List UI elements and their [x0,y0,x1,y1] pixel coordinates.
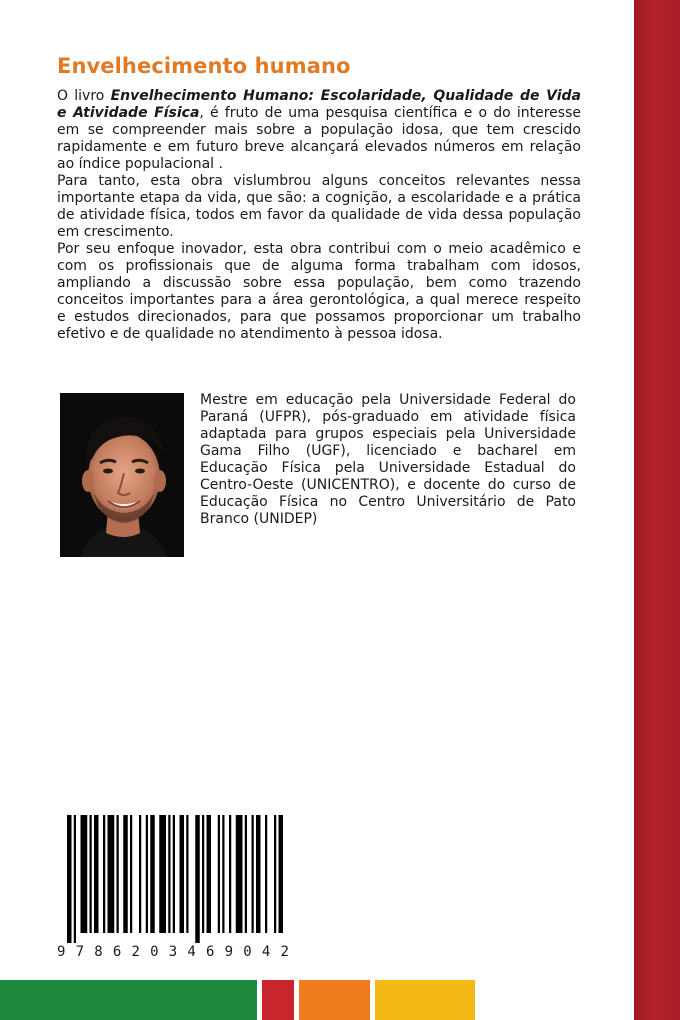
barcode-bar [108,815,115,933]
barcode-bar [81,815,88,933]
barcode-bar [173,815,175,933]
isbn-digit: 3 [168,944,178,960]
description-text: , é fruto de uma pesquisa científica e o do interesse em se compreender mais sobre a população idosa, que tem crescido rapidamente e em futuro breve alcançará elevados números em relação ao índice populacional . [57,105,581,172]
isbn-digit: 6 [112,944,122,960]
barcode-bar [252,815,254,933]
barcode-bars [57,815,289,943]
description-paragraph-3: Por seu enfoque inovador, esta obra contribui com o meio acadêmico e com os profissionais que de alguma forma trabalham com idosos, ampliando a discussão sobre essa população, bem como trazendo conceitos importantes para a área gerontológica, a qual merece respeito e estudos direcionados, para que possamos proporcionar um trabalho efetivo e de qualidade no atendimento à pessoa idosa. [57,241,581,342]
barcode-bar [256,815,261,933]
isbn-number [57,944,289,960]
barcode-bar [180,815,185,933]
barcode-bar [94,815,99,933]
barcode-bar [265,815,267,933]
isbn-digit: 8 [94,944,103,960]
isbn-digit: 9 [57,944,66,960]
isbn-digit: 6 [206,944,215,960]
barcode-bar [186,815,188,933]
barcode-bar [245,815,247,933]
book-description [57,88,581,343]
barcode-bar [130,815,132,933]
barcode-bar [236,815,243,933]
barcode-bar [202,815,204,933]
barcode-bar [207,815,212,933]
color-bands [0,980,634,1020]
author-portrait-image [60,393,184,557]
isbn-digit: 0 [150,944,159,960]
author-bio: Mestre em educação pela Universidade Federal do Paraná (UFPR), pós-graduado em atividade física adaptada para grupos especiais pela Universidade Gama Filho (UGF), licenciado e bacharel em Educação Física pela Universidade Estadual do Centro-Oeste (UNICENTRO), e docente do curso de Educação Física no Centro Universitário de Pato Branco (UNIDEP) [200,392,576,527]
barcode-bar [117,815,119,933]
barcode-bar [123,815,128,933]
isbn-digit: 2 [280,944,289,960]
barcode-bar [168,815,170,933]
green-band [0,980,257,1020]
author-photo [60,393,184,557]
description-paragraph-1 [57,88,581,173]
isbn-digit: 0 [243,944,252,960]
description-paragraph-2: Para tanto, esta obra vislumbrou alguns conceitos relevantes nessa importante etapa da vida, que são: a cognição, a escolaridade e a prática de atividade física, todos em favor da qualidade de vida dessa população em crescimento. [57,173,581,240]
barcode-bar [67,815,72,943]
isbn-digit: 7 [75,944,85,960]
barcode-bar [279,815,284,933]
isbn-digit: 4 [187,944,196,960]
book-title-reference: Envelhecimento Humano: Escolaridade, Qualidade de Vida e Atividade Física [57,88,581,121]
barcode-bar [90,815,92,933]
barcode-bar [222,815,224,933]
red-band [262,980,294,1020]
barcode-bar [218,815,220,933]
isbn-digit: 4 [261,944,271,960]
page-title: Envelhecimento humano [57,54,351,78]
barcode-bar [74,815,76,943]
orange-band [299,980,370,1020]
barcode-bar [229,815,231,933]
barcode-bar [274,815,276,933]
barcode [57,815,289,965]
barcode-bar [103,815,105,933]
description-prefix: O livro [57,88,111,104]
barcode-bar [150,815,155,933]
barcode-bar [159,815,166,933]
isbn-digit: 9 [224,944,234,960]
isbn-digit: 2 [131,944,140,960]
barcode-bar [195,815,200,943]
red-side-strip [634,0,680,1020]
yellow-band [375,980,475,1020]
barcode-bar [146,815,148,933]
barcode-bar [139,815,141,933]
